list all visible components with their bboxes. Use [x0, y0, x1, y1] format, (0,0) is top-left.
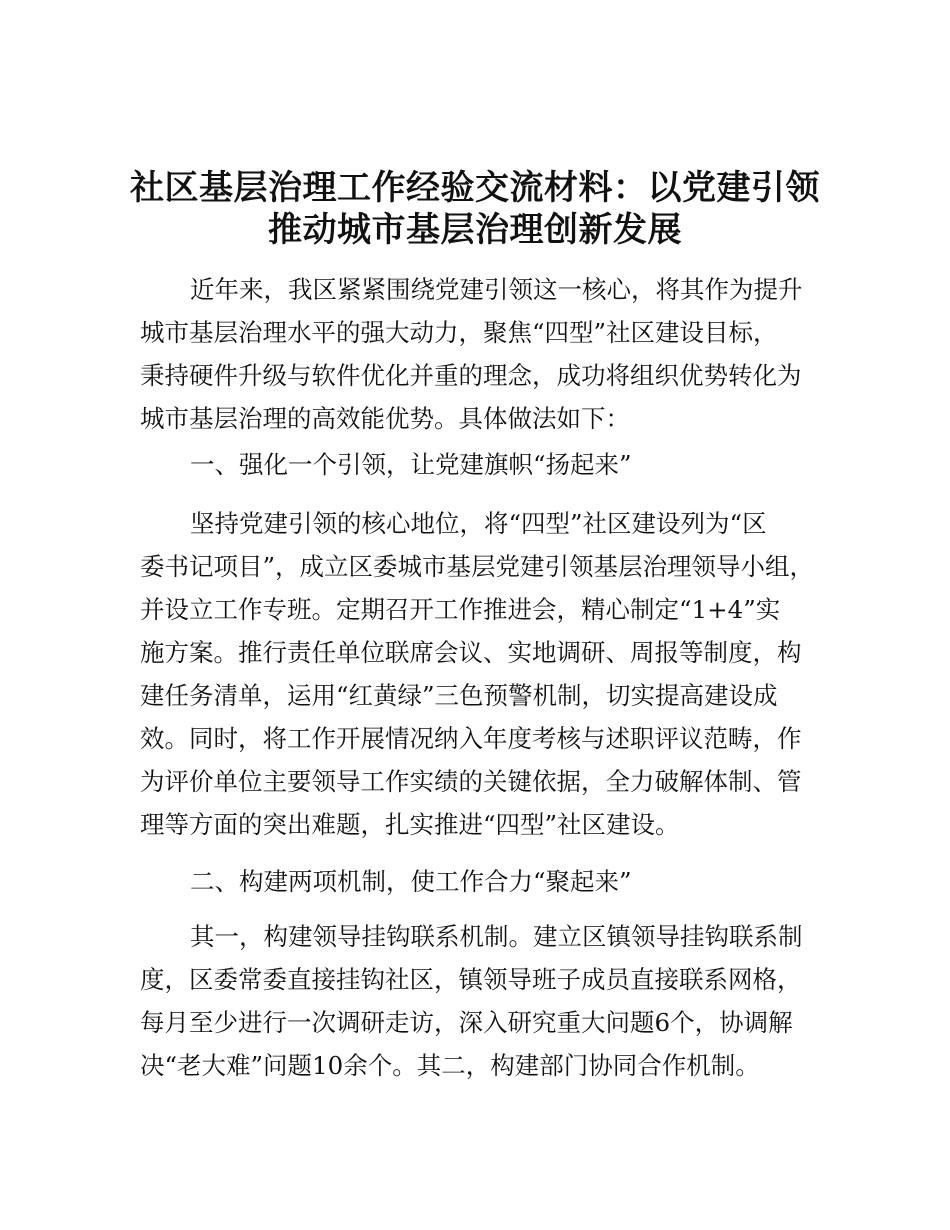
text-line: 建任务清单，运用“红黄绿”三色预警机制，切实提高建设成: [140, 681, 778, 710]
document-title-line-2: 推动城市基层治理创新发展: [268, 210, 682, 250]
text-line: 效。同时，将工作开展情况纳入年度考核与述职评议范畴，作: [140, 724, 802, 753]
section-heading-text: 一、强化一个引领，让党建旗帜“扬起来”: [190, 450, 632, 479]
intro-paragraph: [140, 268, 830, 440]
text-line: 并设立工作专班。定期召开工作推进会，精心制定“1+4”实: [140, 595, 781, 624]
text-line: 度，区委常委直接挂钩社区，镇领导班子成员直接联系网格，: [140, 965, 802, 994]
section-2-paragraph: [140, 915, 830, 1087]
section-heading-1: [140, 443, 830, 486]
text-line: 城市基层治理水平的强大动力，聚焦“四型”社区建设目标，: [140, 318, 778, 347]
text-line: 秉持硬件升级与软件优化并重的理念，成功将组织优势转化为: [140, 361, 802, 390]
text-line: 理等方面的突出难题，扎实推进“四型”社区建设。: [140, 810, 680, 839]
text-line: 委书记项目”，成立区委城市基层党建引领基层治理领导小组，: [140, 552, 815, 581]
section-heading-2: [140, 860, 830, 903]
text-line: 每月至少进行一次调研走访，深入研究重大问题6个，协调解: [140, 1008, 793, 1037]
text-line: 城市基层治理的高效能优势。具体做法如下：: [140, 404, 630, 433]
document-title-line-1: 社区基层治理工作经验交流材料：以党建引领: [130, 168, 820, 208]
text-line: 近年来，我区紧紧围绕党建引领这一核心，将其作为提升: [190, 275, 803, 304]
text-line: 施方案。推行责任单位联席会议、实地调研、周报等制度，构: [140, 638, 802, 667]
text-line: 坚持党建引领的核心地位，将“四型”社区建设列为“区: [190, 509, 767, 538]
text-line: 决“老大难”问题10余个。其二，构建部门协同合作机制。: [140, 1051, 760, 1080]
section-heading-text: 二、构建两项机制，使工作合力“聚起来”: [190, 867, 632, 896]
text-line: 其一，构建领导挂钩联系机制。建立区镇领导挂钩联系制: [190, 922, 803, 951]
section-1-paragraph: [140, 502, 830, 846]
text-line: 为评价单位主要领导工作实绩的关键依据，全力破解体制、管: [140, 767, 802, 796]
